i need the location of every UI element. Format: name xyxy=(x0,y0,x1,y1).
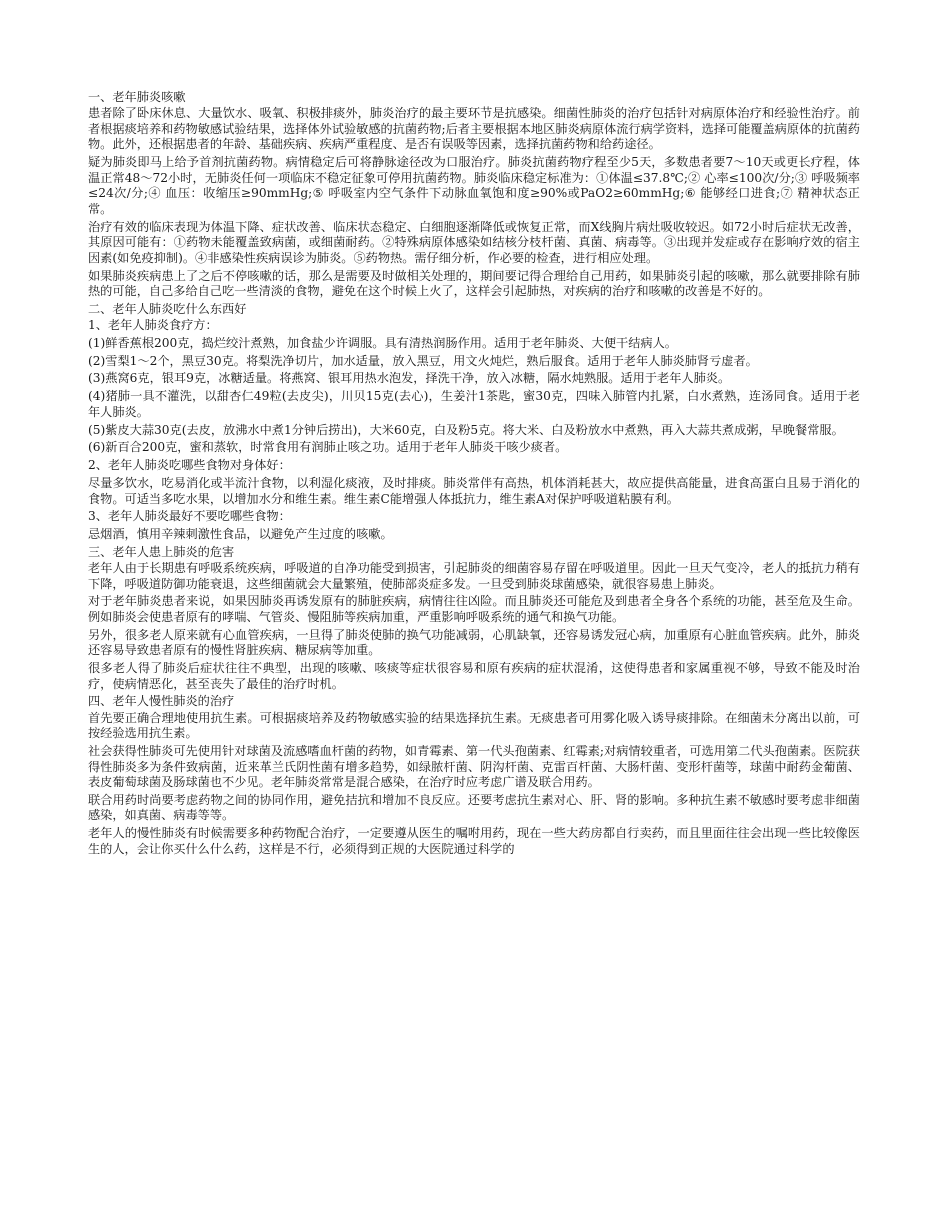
paragraph: 老年人由于长期患有呼吸系统疾病，呼吸道的自净功能受到损害，引起肺炎的细菌容易存留在呼吸道里。因此一旦天气变冷，老人的抵抗力稍有下降，呼吸道防御功能衰退，这些细菌就会大量繁殖，使肺部炎症多发。一旦受到肺炎球菌感染，就很容易患上肺炎。 xyxy=(88,560,860,591)
recipe-item: (6)新百合200克，蜜和蒸软，时常食用有润肺止咳之功。适用于老年人肺炎干咳少痰者。 xyxy=(88,440,568,455)
subheading: 1、老年人肺炎食疗方： xyxy=(88,318,218,333)
paragraph: 治疗有效的临床表现为体温下降、症状改善、临床状态稳定、白细胞逐渐降低或恢复正常，而X线胸片病灶吸收较迟。如72小时后症状无改善，其原因可能有：①药物未能覆盖致病菌，或细菌耐药。②特殊病原体感染如结核分枝杆菌、真菌、病毒等。③出现并发症或存在影响疗效的宿主因素(如免疫抑制)。④非感染性疾病误诊为肺炎。⑤药物热。需仔细分析，作必要的检查，进行相应处理。 xyxy=(88,219,860,265)
recipe-item: (5)紫皮大蒜30克(去皮，放沸水中煮1分钟后捞出)，大米60克，白及粉5克。将大米、白及粉放水中煮熟，再入大蒜共煮成粥，早晚餐常服。 xyxy=(88,422,844,437)
paragraph: 如果肺炎疾病患上了之后不停咳嗽的话，那么是需要及时做相关处理的，期间要记得合理给自己用药，如果肺炎引起的咳嗽，那么就要排除有肺热的可能，自己多给自己吃一些清淡的食物，避免在这个时候上火了，这样会引起肺热，对疾病的治疗和咳嗽的改善是不好的。 xyxy=(88,268,860,299)
paragraph: 社会获得性肺炎可先使用针对球菌及流感嗜血杆菌的药物，如青霉素、第一代头孢菌素、红霉素;对病情较重者，可选用第二代头孢菌素。医院获得性肺炎多为条件致病菌，近来革兰氏阴性菌有增多趋势，如绿脓杆菌、阴沟杆菌、克雷百杆菌、大肠杆菌、变形杆菌等，球菌中耐药金葡菌、表皮葡萄球菌及肠球菌也不少见。老年肺炎常常是混合感染，在治疗时应考虑广谱及联合用药。 xyxy=(88,743,860,790)
subheading: 2、老年人肺炎吃哪些食物对身体好： xyxy=(88,458,291,473)
paragraph: 另外，很多老人原来就有心血管疾病，一旦得了肺炎使肺的换气功能减弱，心肌缺氧，还容易诱发冠心病，加重原有心脏血管疾病。此外，肺炎还容易导致患者原有的慢性肾脏疾病、糖尿病等加重。 xyxy=(88,627,860,658)
paragraph: 忌烟酒，慎用辛辣刺激性食品，以避免产生过度的咳嗽。 xyxy=(88,527,393,542)
paragraph: 首先要正确合理地使用抗生素。可根据痰培养及药物敏感实验的结果选择抗生素。无痰患者可用雾化吸入诱导痰排除。在细菌未分离出以前，可按经验选用抗生素。 xyxy=(88,710,860,741)
section-heading-2: 二、老年人肺炎吃什么东西好 xyxy=(88,301,247,316)
section-heading-4: 四、老年人慢性肺炎的治疗 xyxy=(88,694,235,709)
paragraph: 患者除了卧床休息、大量饮水、吸氧、积极排痰外，肺炎治疗的最主要环节是抗感染。细菌性肺炎的治疗包括针对病原体治疗和经验性治疗。前者根据痰培养和药物敏感试验结果，选择体外试验敏感的抗菌药物;后者主要根据本地区肺炎病原体流行病学资料，选择可能覆盖病原体的抗菌药物。此外，还根据患者的年龄、基础疾病、疾病严重程度、是否有误吸等因素，选择抗菌药物和给药途径。 xyxy=(88,106,860,152)
recipe-item: (1)鲜香蕉根200克，捣烂绞汁煮熟，加食盐少许调服。具有清热润肠作用。适用于老年肺炎、大便干结病人。 xyxy=(88,335,677,350)
subheading: 3、老年人肺炎最好不要吃哪些食物： xyxy=(88,509,291,524)
document-body xyxy=(88,90,860,860)
section-heading-1: 一、老年肺炎咳嗽 xyxy=(88,90,186,104)
section-heading-3: 三、老年人患上肺炎的危害 xyxy=(88,544,235,559)
paragraph: 老年人的慢性肺炎有时候需要多种药物配合治疗，一定要遵从医生的嘱咐用药，现在一些大药房都自行卖药，而且里面往往会出现一些比较像医生的人，会让你买什么什么药，这样是不行，必须得到正规的大医院通过科学的 xyxy=(88,826,860,856)
paragraph: 联合用药时尚要考虑药物之间的协同作用，避免拮抗和增加不良反应。还要考虑抗生素对心、肝、肾的影响。多种抗生素不敏感时要考虑非细菌感染，如真菌、病毒等等。 xyxy=(88,792,860,823)
paragraph: 很多老人得了肺炎后症状往往不典型，出现的咳嗽、咳痰等症状很容易和原有疾病的症状混淆，这使得患者和家属重视不够，导致不能及时治疗，使病情恶化，甚至丧失了最佳的治疗时机。 xyxy=(88,661,860,691)
recipe-item: (4)猪肺一具不灌洗，以甜杏仁49粒(去皮尖)，川贝15克(去心)，生姜汁1茶匙，蜜30克，四味入肺管内扎紧，白水煮熟，连汤同食。适用于老年人肺炎。 xyxy=(88,389,860,419)
recipe-item: (2)雪梨1～2个，黑豆30克。将梨洗净切片，加水适量，放入黑豆，用文火炖烂，熟后服食。适用于老年人肺炎肺肾亏虚者。 xyxy=(88,353,758,368)
paragraph: 对于老年肺炎患者来说，如果因肺炎再诱发原有的肺脏疾病，病情往往凶险。而且肺炎还可能危及到患者全身各个系统的功能，甚至危及生命。例如肺炎会使患者原有的哮喘、气管炎、慢阻肺等疾病加重，严重影响呼吸系统的通气和换气功能。 xyxy=(88,594,860,624)
paragraph: 疑为肺炎即马上给予首剂抗菌药物。病情稳定后可将静脉途径改为口服治疗。肺炎抗菌药物疗程至少5天，多数患者要7～10天或更长疗程，体温正常48～72小时，无肺炎任何一项临床不稳定征象可停用抗菌药物。肺炎临床稳定标准为：①体温≤37.8℃;② 心率≤100次/分;③ 呼吸频率≤24次/分;④ 血压：收缩压≥90mmHg;⑤ 呼吸室内空气条件下动脉血氧饱和度≥90%或PaO2≥60mmHg;⑥ 能够经口进食;⑦ 精神状态正常。 xyxy=(88,155,860,216)
paragraph: 尽量多饮水，吃易消化或半流汁食物，以利湿化痰液，及时排痰。肺炎常伴有高热，机体消耗甚大，故应提供高能量，进食高蛋白且易于消化的食物。可适当多吃水果，以增加水分和维生素。维生素C能增强人体抵抗力，维生素A对保护呼吸道粘膜有利。 xyxy=(88,475,860,506)
recipe-item: (3)燕窝6克，银耳9克，冰糖适量。将燕窝、银耳用热水泡发，择洗干净，放入冰糖，隔水炖熟服。适用于老年人肺炎。 xyxy=(88,371,731,386)
